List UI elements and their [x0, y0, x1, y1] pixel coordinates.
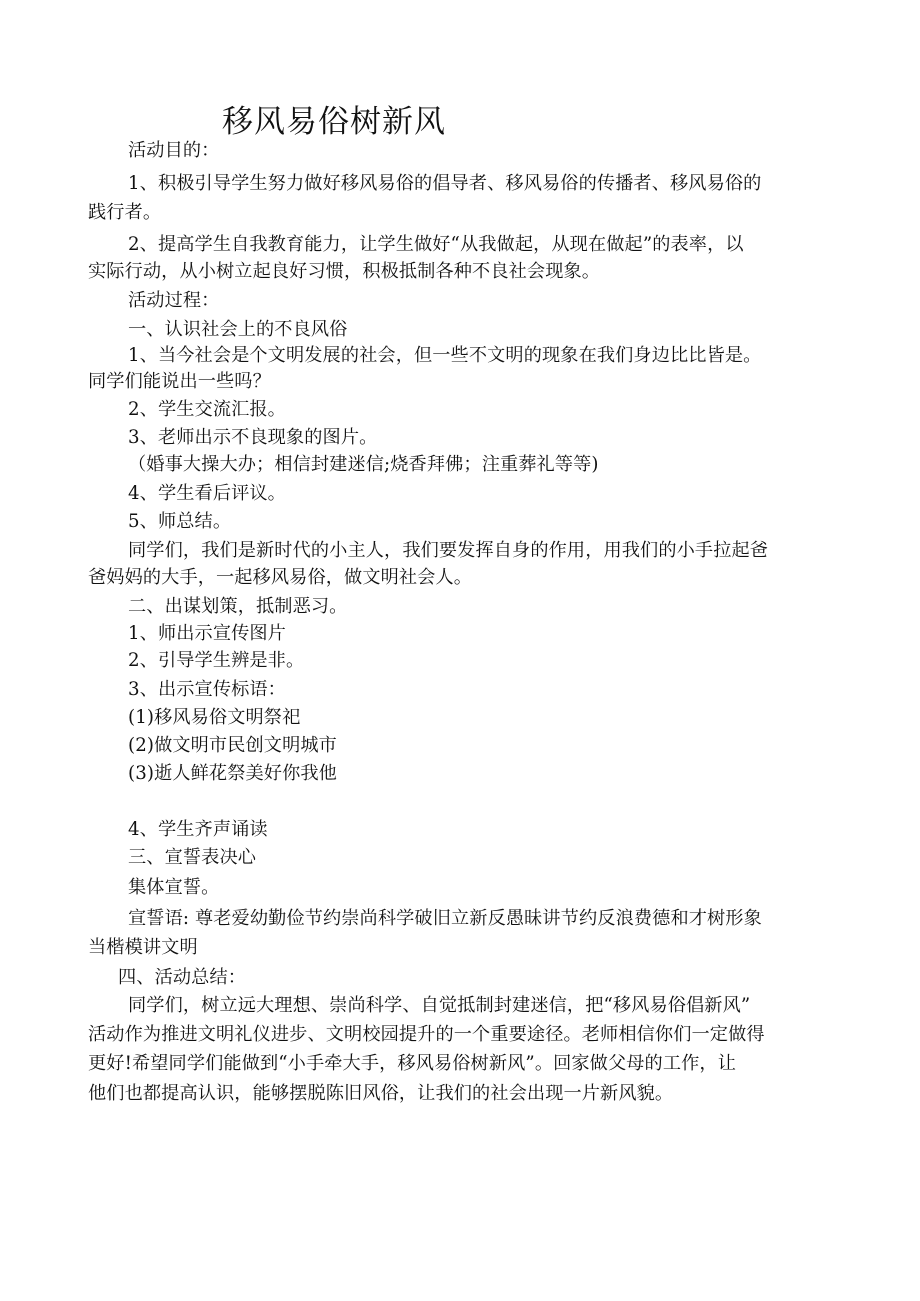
section-heading-2: 二、出谋划策，抵制恶习。	[128, 596, 348, 617]
oath-line: 当楷模讲文明	[88, 937, 198, 958]
text-line: 爸妈妈的大手，一起移风易俗，做文明社会人。	[88, 567, 473, 588]
text-line: 4、学生看后评议。	[128, 483, 286, 504]
text-line: 3、出示宣传标语：	[128, 679, 286, 700]
text-line: 集体宣誓。	[128, 877, 220, 898]
text-line: 同学们能说出一些吗？	[88, 371, 271, 392]
slogan-line: (3)逝人鲜花祭美好你我他	[128, 763, 337, 784]
text-line: 2、学生交流汇报。	[128, 399, 286, 420]
text-line: 同学们，我们是新时代的小主人，我们要发挥自身的作用，用我们的小手拉起爸	[128, 540, 769, 561]
text-line: 2、引导学生辨是非。	[128, 650, 305, 671]
text-line: 2、提高学生自我教育能力，让学生做好“从我做起，从现在做起”的表率，以	[128, 234, 744, 255]
text-line: 实际行动，从小树立起良好习惯，积极抵制各种不良社会现象。	[88, 261, 601, 282]
text-line: 同学们，树立远大理想、崇尚科学、自觉抵制封建迷信，把“移风易俗倡新风”	[128, 995, 751, 1016]
slogan-line: (1)移风易俗文明祭祀	[128, 707, 301, 728]
text-line: 4、学生齐声诵读	[128, 819, 268, 840]
section-heading-process: 活动过程：	[128, 290, 220, 311]
text-line: 更好!希望同学们能做到“小手牵大手，移风易俗树新风”。回家做父母的工作，让	[88, 1053, 736, 1074]
text-line: 践行者。	[88, 202, 162, 223]
section-heading-purpose: 活动目的：	[128, 140, 220, 161]
text-line: 他们也都提高认识，能够摆脱陈旧风俗，让我们的社会出现一片新风貌。	[88, 1083, 674, 1104]
text-line: 1、当今社会是个文明发展的社会，但一些不文明的现象在我们身边比比皆是。	[128, 345, 762, 366]
section-heading-1: 一、认识社会上的不良风俗	[128, 319, 348, 340]
section-heading-4: 四、活动总结：	[118, 967, 247, 988]
text-line: 1、积极引导学生努力做好移风易俗的倡导者、移风易俗的传播者、移风易俗的	[128, 173, 762, 194]
page-title: 移风易俗树新风	[222, 104, 446, 140]
section-heading-3: 三、宣誓表决心	[128, 847, 257, 868]
oath-line: 宣誓语: 尊老爱幼勤俭节约崇尚科学破旧立新反愚昧讲节约反浪费德和才树形象	[128, 908, 762, 929]
slogan-line: (2)做文明市民创文明城市	[128, 735, 337, 756]
text-line: 活动作为推进文明礼仪进步、文明校园提升的一个重要途径。老师相信你们一定做得	[88, 1024, 765, 1045]
text-line: 5、师总结。	[128, 511, 232, 532]
text-line: 1、师出示宣传图片	[128, 623, 286, 644]
text-line: （婚事大操大办；相信封建迷信;烧香拜佛；注重葬礼等等)	[128, 454, 599, 475]
text-line: 3、老师出示不良现象的图片。	[128, 427, 378, 448]
